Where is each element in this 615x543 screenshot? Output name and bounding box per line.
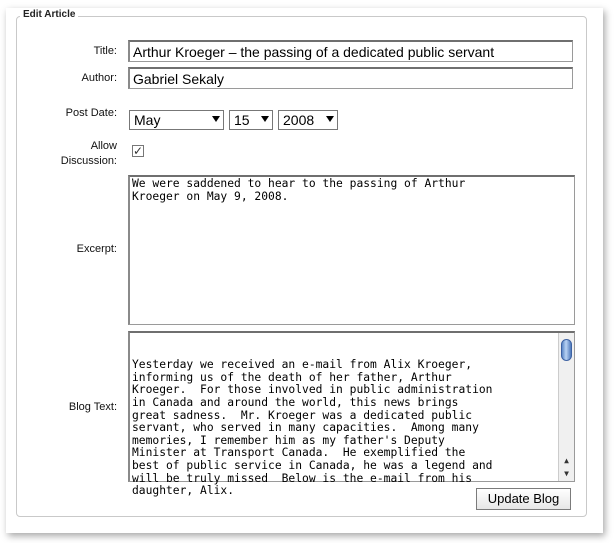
checkmark-icon: ✓ — [133, 144, 144, 158]
allow-label-line2: Discussion: — [60, 155, 117, 167]
scroll-down-arrow-icon[interactable]: ▼ — [564, 469, 569, 478]
day-select[interactable] — [229, 110, 273, 130]
author-input[interactable]: Gabriel Sekaly — [128, 67, 573, 89]
title-input[interactable]: Arthur Kroeger – the passing of a dedicated public servant — [128, 40, 573, 62]
month-value: May — [134, 112, 161, 128]
post-date-label: Post Date: — [65, 107, 117, 119]
allow-label-line1: Allow — [90, 140, 117, 152]
year-select[interactable] — [278, 110, 338, 130]
author-label: Author: — [81, 72, 117, 84]
chevron-down-icon — [212, 116, 220, 122]
allow-discussion-checkbox[interactable] — [132, 145, 144, 157]
month-select[interactable] — [129, 110, 224, 130]
scroll-up-arrow-icon[interactable]: ▲ — [564, 456, 569, 465]
blog-text-content: Yesterday we received an e-mail from Alix Kroeger, informing us of the death of her father, Arthur Kroeger. For those involved in public administration in Canada and around the world, this news brings great sadness. Mr. Kroeger was a dedicated public servant, who served in many capacities. Among many memories, I remember him as my father's Deputy Minister at Transport Canada. He exemplified the best of public service in Canada, he was a legend and will be truly missed Below is the e-mail from his daughter, Alix. — [132, 358, 493, 498]
allow-discussion-label — [61, 139, 117, 169]
blog-text-textarea[interactable] — [128, 331, 575, 498]
fieldset-legend: Edit Article — [20, 9, 78, 20]
day-value: 15 — [234, 112, 250, 128]
scroll-thumb[interactable] — [561, 339, 572, 361]
chevron-down-icon — [261, 116, 269, 122]
blog-text-label: Blog Text: — [68, 401, 117, 413]
chevron-down-icon — [326, 116, 334, 122]
title-label: Title: — [93, 45, 117, 57]
update-blog-button[interactable]: Update Blog — [476, 488, 571, 510]
year-value: 2008 — [283, 112, 315, 128]
blog-text-scrollbar[interactable] — [558, 333, 574, 481]
excerpt-textarea[interactable]: We were saddened to hear to the passing of Arthur Kroeger on May 9, 2008. — [128, 175, 575, 325]
excerpt-label: Excerpt: — [76, 243, 117, 255]
